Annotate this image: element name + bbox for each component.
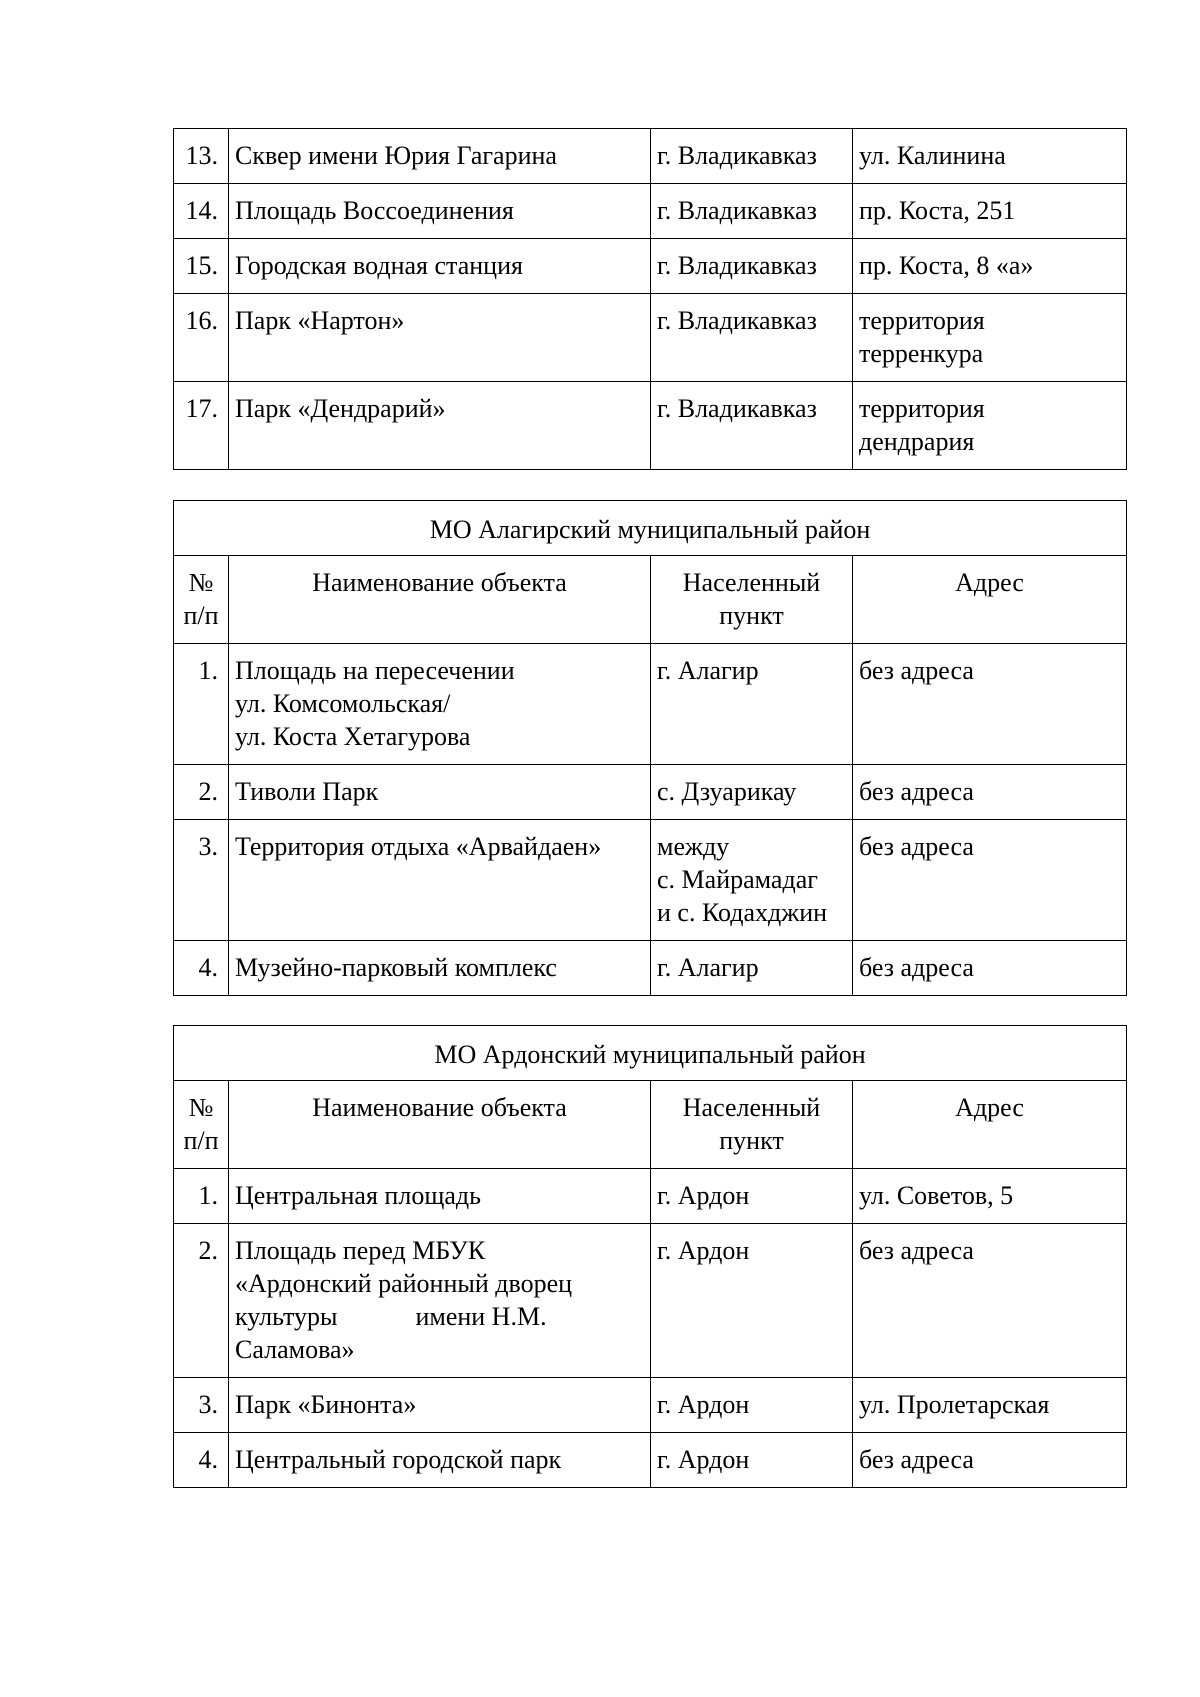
- object-name: Площадь перед МБУК «Ардонский районный дворец культуры имени Н.М. Саламова»: [229, 1224, 651, 1378]
- header-locality: Населенный пункт: [651, 1081, 853, 1169]
- row-number: 15.: [174, 239, 229, 294]
- object-name: Парк «Бинонта»: [229, 1378, 651, 1433]
- object-name: Площадь на пересечении ул. Комсомольская/ ул. Коста Хетагурова: [229, 644, 651, 765]
- alagir-district-table: [173, 500, 1127, 996]
- address: пр. Коста, 251: [853, 184, 1127, 239]
- table-title-row: [174, 501, 1127, 556]
- header-object-name: Наименование объекта: [229, 556, 651, 644]
- locality: г. Ардон: [651, 1224, 853, 1378]
- row-number: 4.: [174, 1433, 229, 1488]
- object-name: Музейно-парковый комплекс: [229, 941, 651, 996]
- object-name: Парк «Дендрарий»: [229, 382, 651, 470]
- table-row: [174, 184, 1127, 239]
- address: без адреса: [853, 941, 1127, 996]
- table-row: [174, 129, 1127, 184]
- ardon-district-table: [173, 1025, 1127, 1488]
- address: без адреса: [853, 644, 1127, 765]
- table-row: [174, 1224, 1127, 1378]
- header-object-name: Наименование объекта: [229, 1081, 651, 1169]
- table-header-row: [174, 1081, 1127, 1169]
- locality: г. Владикавказ: [651, 294, 853, 382]
- header-number: № п/п: [174, 1081, 229, 1169]
- address: территория терренкура: [853, 294, 1127, 382]
- table-title-row: [174, 1026, 1127, 1081]
- address: территория дендрария: [853, 382, 1127, 470]
- table-row: [174, 1378, 1127, 1433]
- table-row: [174, 239, 1127, 294]
- locality: между с. Майрамадаг и с. Кодахджин: [651, 820, 853, 941]
- address: ул. Пролетарская: [853, 1378, 1127, 1433]
- row-number: 2.: [174, 1224, 229, 1378]
- row-number: 1.: [174, 1169, 229, 1224]
- address: пр. Коста, 8 «а»: [853, 239, 1127, 294]
- locality: г. Владикавказ: [651, 239, 853, 294]
- vladikavkaz-objects-table: [173, 128, 1127, 470]
- table-row: [174, 820, 1127, 941]
- locality: г. Ардон: [651, 1169, 853, 1224]
- header-locality: Населенный пункт: [651, 556, 853, 644]
- header-address: Адрес: [853, 556, 1127, 644]
- row-number: 13.: [174, 129, 229, 184]
- object-name: Городская водная станция: [229, 239, 651, 294]
- row-number: 3.: [174, 820, 229, 941]
- address: без адреса: [853, 1224, 1127, 1378]
- locality: с. Дзуарикау: [651, 765, 853, 820]
- object-name: Территория отдыха «Арвайдаен»: [229, 820, 651, 941]
- address: ул. Советов, 5: [853, 1169, 1127, 1224]
- row-number: 1.: [174, 644, 229, 765]
- address: без адреса: [853, 765, 1127, 820]
- locality: г. Ардон: [651, 1378, 853, 1433]
- table-row: [174, 294, 1127, 382]
- table-row: [174, 1433, 1127, 1488]
- row-number: 14.: [174, 184, 229, 239]
- district-title: МО Алагирский муниципальный район: [174, 501, 1127, 556]
- header-number: № п/п: [174, 556, 229, 644]
- address: без адреса: [853, 820, 1127, 941]
- locality: г. Алагир: [651, 644, 853, 765]
- header-address: Адрес: [853, 1081, 1127, 1169]
- row-number: 3.: [174, 1378, 229, 1433]
- table-row: [174, 382, 1127, 470]
- row-number: 2.: [174, 765, 229, 820]
- table-row: [174, 1169, 1127, 1224]
- row-number: 4.: [174, 941, 229, 996]
- table-row: [174, 941, 1127, 996]
- object-name: Площадь Воссоединения: [229, 184, 651, 239]
- object-name: Сквер имени Юрия Гагарина: [229, 129, 651, 184]
- address: без адреса: [853, 1433, 1127, 1488]
- district-title: МО Ардонский муниципальный район: [174, 1026, 1127, 1081]
- address: ул. Калинина: [853, 129, 1127, 184]
- locality: г. Владикавказ: [651, 184, 853, 239]
- locality: г. Ардон: [651, 1433, 853, 1488]
- table-row: [174, 765, 1127, 820]
- object-name: Тиволи Парк: [229, 765, 651, 820]
- locality: г. Алагир: [651, 941, 853, 996]
- locality: г. Владикавказ: [651, 129, 853, 184]
- row-number: 16.: [174, 294, 229, 382]
- locality: г. Владикавказ: [651, 382, 853, 470]
- object-name: Парк «Нартон»: [229, 294, 651, 382]
- table-row: [174, 644, 1127, 765]
- row-number: 17.: [174, 382, 229, 470]
- object-name: Центральный городской парк: [229, 1433, 651, 1488]
- object-name: Центральная площадь: [229, 1169, 651, 1224]
- table-header-row: [174, 556, 1127, 644]
